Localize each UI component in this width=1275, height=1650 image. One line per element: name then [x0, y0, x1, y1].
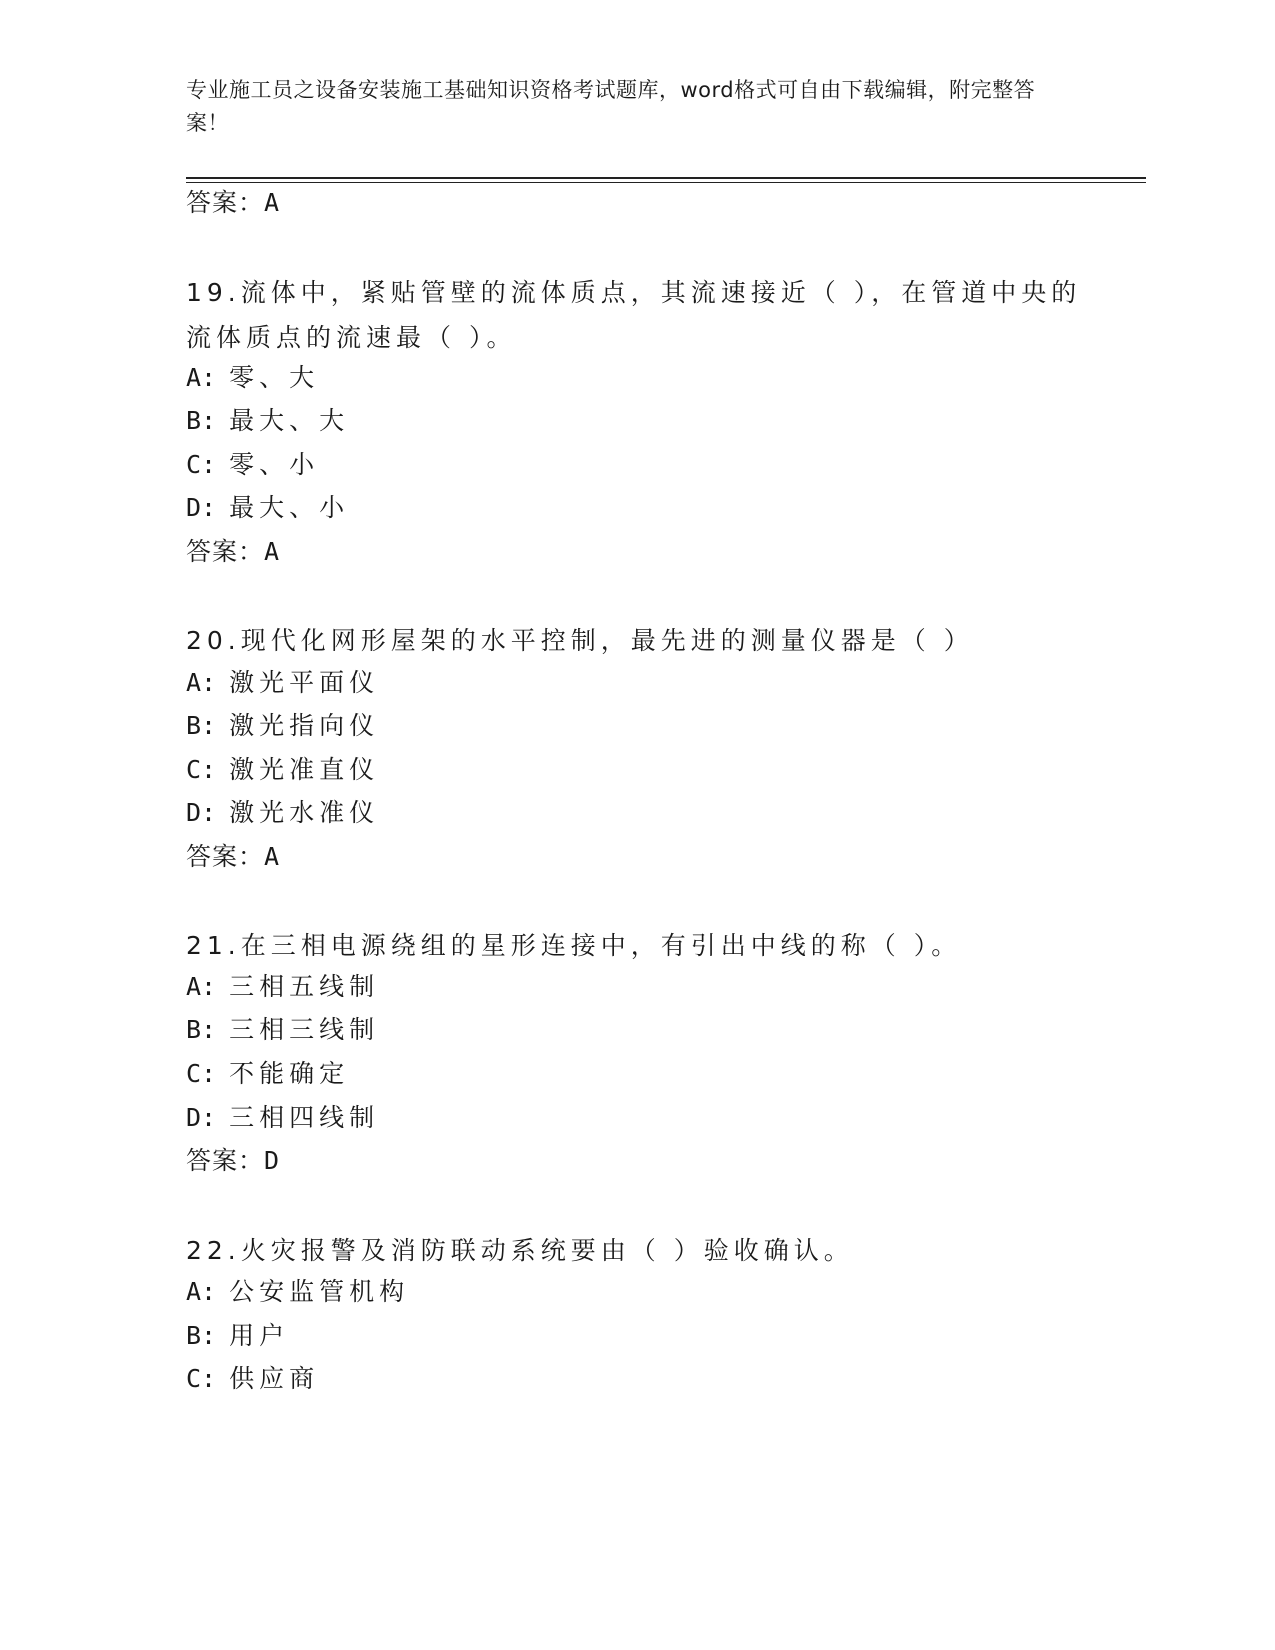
- answer-label: 答案：: [186, 1146, 265, 1175]
- option-d: [186, 798, 379, 828]
- answer-line: [186, 188, 280, 218]
- option-a: [186, 668, 379, 698]
- answer-value: A: [264, 537, 281, 566]
- option-letter: A:: [186, 668, 217, 697]
- option-text: 激光平面仪: [229, 668, 380, 697]
- option-letter: A:: [186, 363, 217, 392]
- option-c: [186, 1364, 319, 1394]
- answer-value: D: [264, 1146, 281, 1175]
- option-b: [186, 1321, 289, 1351]
- option-text: 零、大: [229, 363, 320, 392]
- option-c: [186, 450, 319, 480]
- option-text: 用户: [229, 1321, 290, 1350]
- option-letter: C:: [186, 755, 217, 784]
- option-a: [186, 363, 319, 393]
- question-stem: 19.流体中，紧贴管壁的流体质点，其流速接近（ ），在管道中央的流体质点的流速最（ ）。: [186, 278, 1082, 352]
- option-text: 不能确定: [229, 1059, 350, 1088]
- answer-label: 答案：: [186, 188, 265, 217]
- option-text: 三相三线制: [229, 1015, 380, 1044]
- option-letter: B:: [186, 1015, 217, 1044]
- option-letter: B:: [186, 406, 217, 435]
- option-text: 三相四线制: [229, 1103, 380, 1132]
- document-header: 专业施工员之设备安装施工基础知识资格考试题库，word格式可自由下载编辑，附完整答案！: [186, 78, 1036, 135]
- option-d: [186, 1103, 379, 1133]
- option-a: [186, 1277, 409, 1307]
- option-b: [186, 1015, 379, 1045]
- answer-line: [186, 1146, 280, 1176]
- question-stem: 20.现代化网形屋架的水平控制，最先进的测量仪器是（ ）: [186, 626, 974, 655]
- option-text: 三相五线制: [229, 972, 380, 1001]
- option-letter: C:: [186, 1059, 217, 1088]
- option-letter: A:: [186, 1277, 217, 1306]
- option-text: 激光准直仪: [229, 755, 380, 784]
- option-letter: D:: [186, 1103, 217, 1132]
- option-c: [186, 755, 379, 785]
- answer-line: [186, 537, 280, 567]
- option-letter: D:: [186, 493, 217, 522]
- option-letter: C:: [186, 1364, 217, 1393]
- option-text: 公安监管机构: [229, 1277, 410, 1306]
- answer-line: [186, 842, 280, 872]
- answer-value: A: [264, 842, 281, 871]
- option-d: [186, 493, 349, 523]
- option-c: [186, 1059, 349, 1089]
- answer-label: 答案：: [186, 537, 265, 566]
- option-text: 零、小: [229, 450, 320, 479]
- option-b: [186, 711, 379, 741]
- option-a: [186, 972, 379, 1002]
- option-letter: B:: [186, 711, 217, 740]
- option-letter: A:: [186, 972, 217, 1001]
- option-letter: D:: [186, 798, 217, 827]
- header-rule-thick: [186, 177, 1146, 179]
- option-text: 供应商: [229, 1364, 320, 1393]
- answer-value: A: [264, 188, 281, 217]
- option-text: 最大、小: [229, 493, 350, 522]
- option-letter: C:: [186, 450, 217, 479]
- option-text: 激光水准仪: [229, 798, 380, 827]
- option-b: [186, 406, 349, 436]
- question-stem: 21.在三相电源绕组的星形连接中，有引出中线的称（ ）。: [186, 931, 962, 960]
- answer-label: 答案：: [186, 842, 265, 871]
- option-letter: B:: [186, 1321, 217, 1350]
- option-text: 激光指向仪: [229, 711, 380, 740]
- option-text: 最大、大: [229, 406, 350, 435]
- question-stem: 22.火灾报警及消防联动系统要由（ ）验收确认。: [186, 1236, 854, 1265]
- header-rule-thin: [186, 182, 1146, 183]
